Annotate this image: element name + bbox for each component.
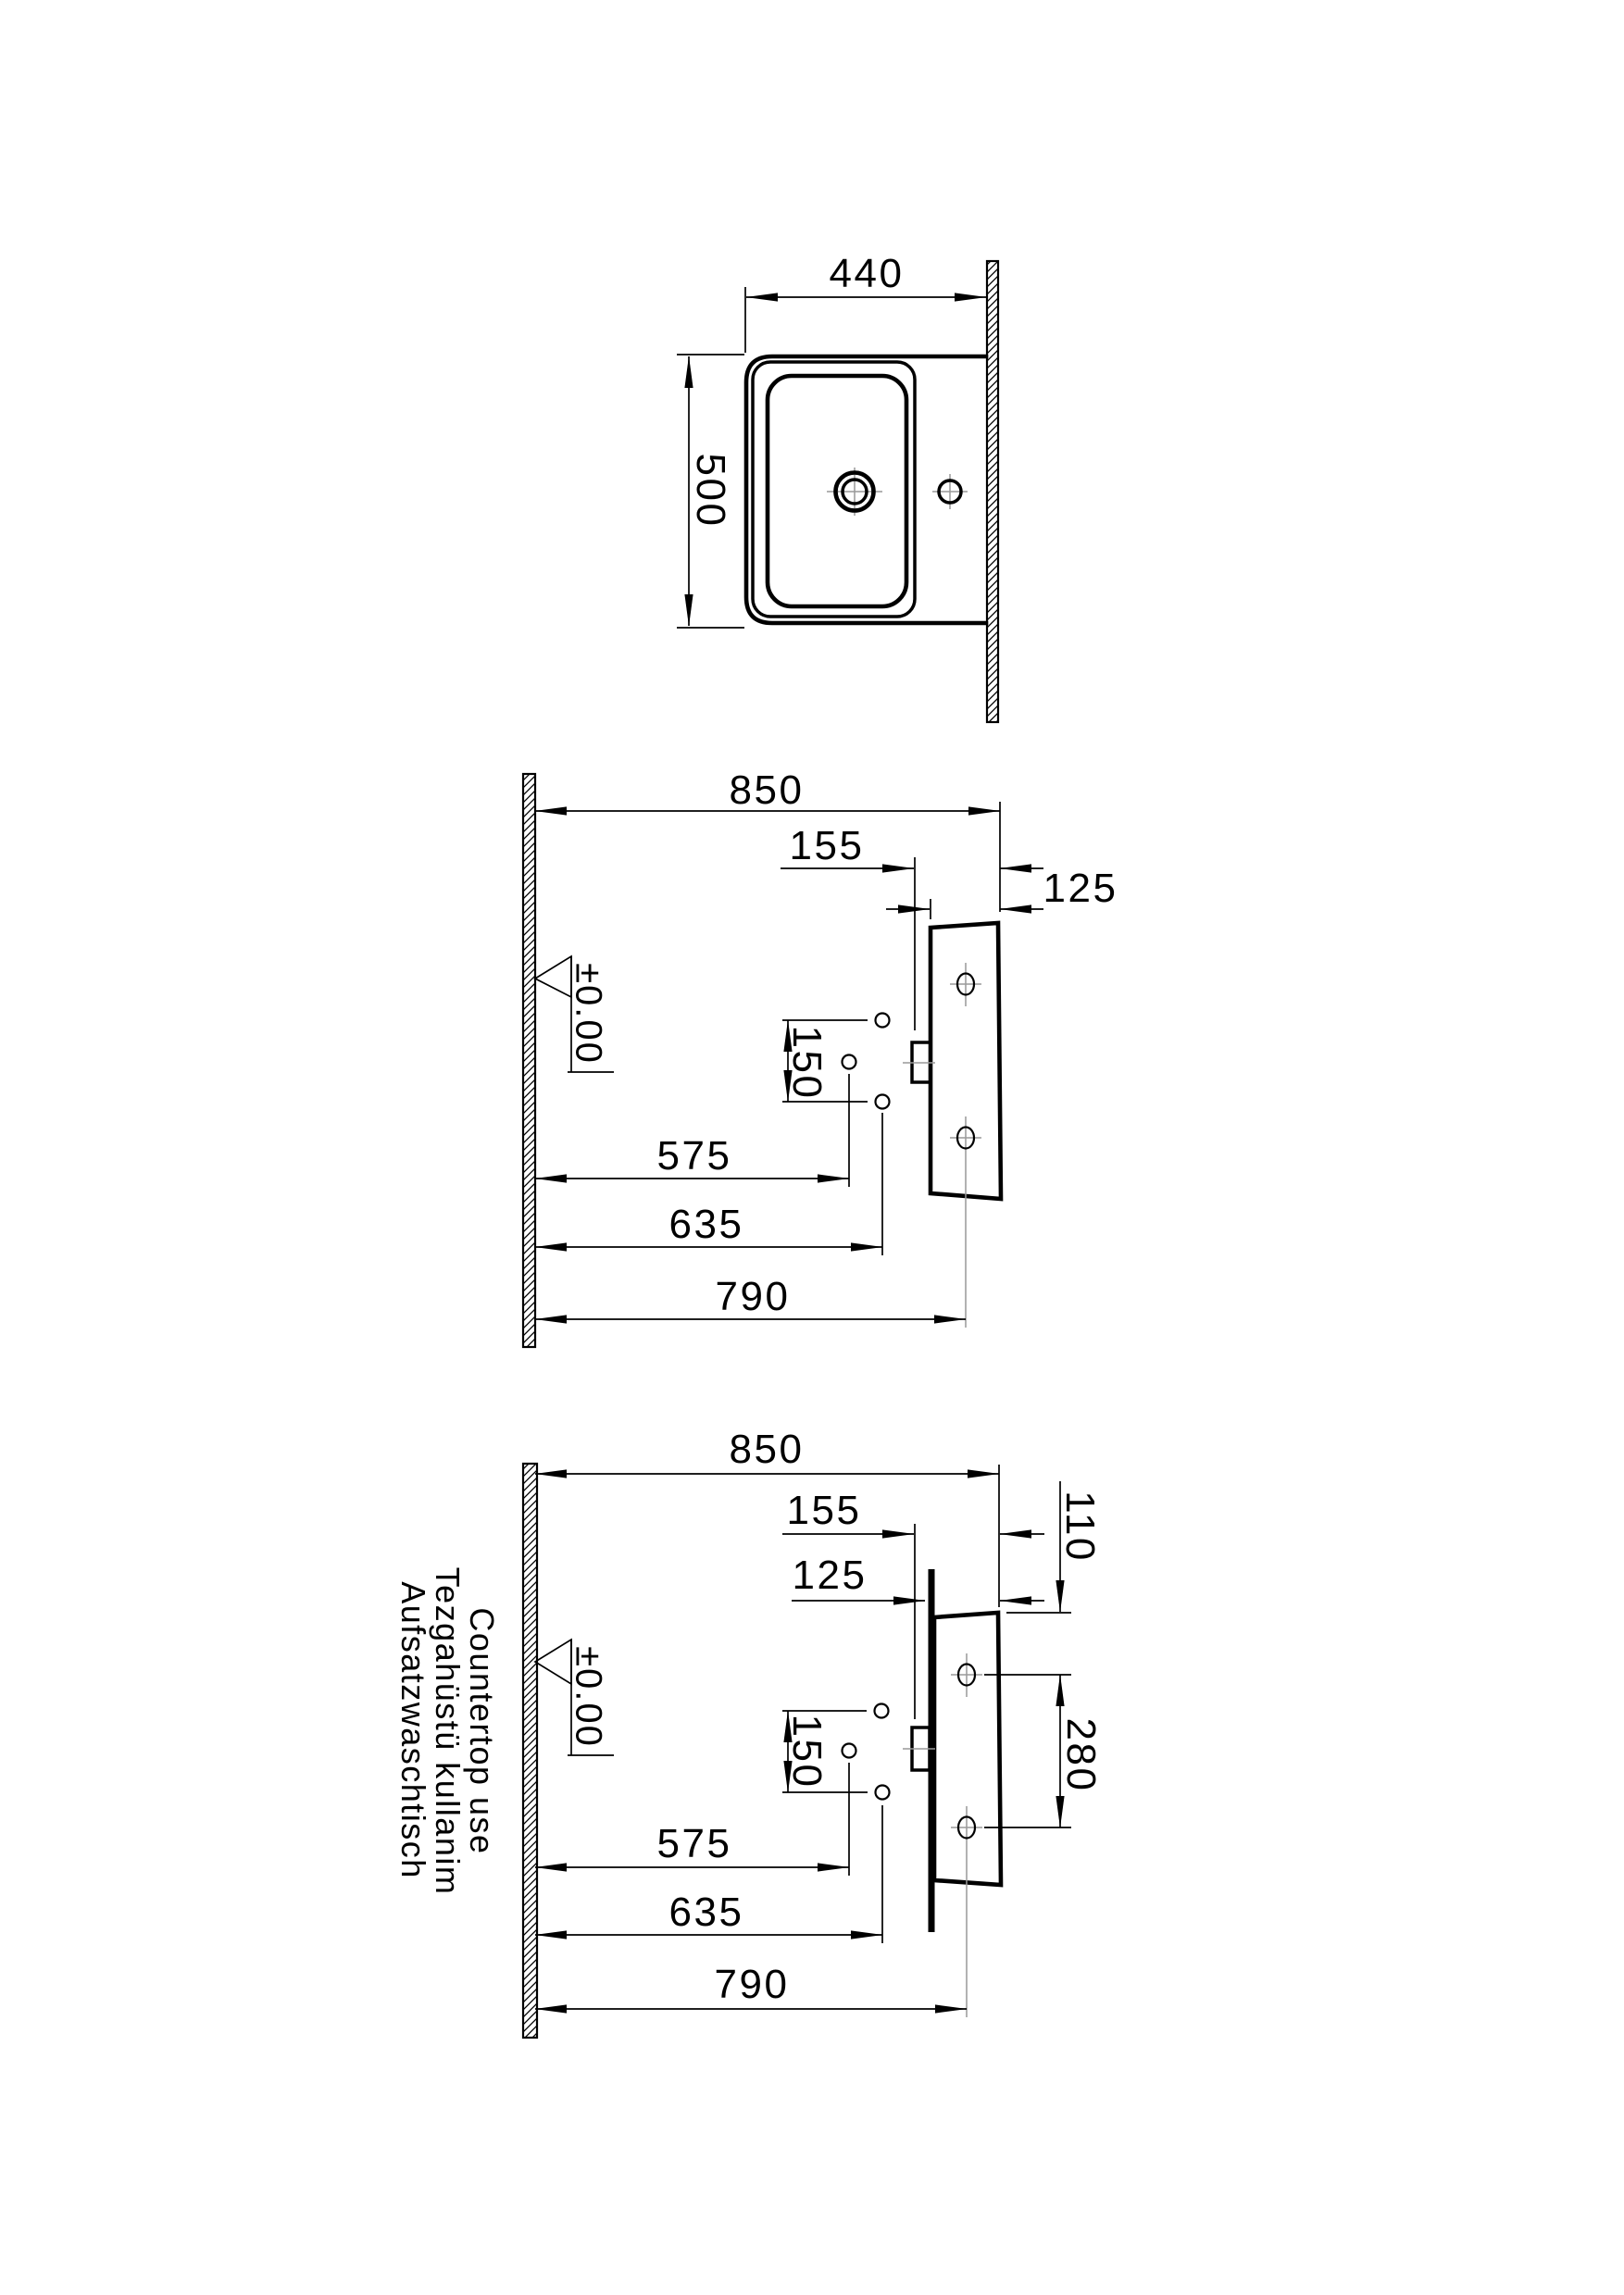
dim-label-635: 635 [668,1889,744,1935]
dim-label-overall: 850 [729,767,805,813]
dim-label-overflow: 155 [789,822,865,868]
wall-hatch [523,1464,537,2038]
note-line-de: Aufsatzwaschtisch [394,1581,433,1879]
dim-label-575: 575 [656,1132,732,1179]
note-line-en: Countertop use [463,1607,502,1855]
dim-label-plan-depth: 500 [688,453,734,529]
dim-label-plan-width: 440 [829,250,905,296]
dim-label-635: 635 [668,1201,744,1247]
installation-note [394,1567,501,1896]
dim-label-hole-spacing: 150 [784,1025,831,1101]
dim-label-790: 790 [714,1961,790,2007]
dim-label-overflow: 155 [786,1487,862,1533]
dim-label-790: 790 [715,1273,791,1319]
datum-label: ±0.00 [568,1646,609,1748]
dim-label-hole-spacing: 150 [784,1714,831,1790]
dim-label-575: 575 [656,1820,732,1866]
dim-label-above-counter: 110 [1057,1491,1104,1563]
datum-label: ±0.00 [568,963,609,1065]
note-line-tr: Tezgahüstü kullanim [429,1566,468,1896]
dim-label-body-depth: 125 [792,1552,868,1598]
wall-hatch [987,261,998,722]
dim-label-body-depth: 125 [1043,865,1118,911]
dim-label-fixing-spacing: 280 [1058,1717,1105,1793]
dim-label-overall: 850 [729,1426,805,1472]
wall-hatch [523,774,535,1347]
